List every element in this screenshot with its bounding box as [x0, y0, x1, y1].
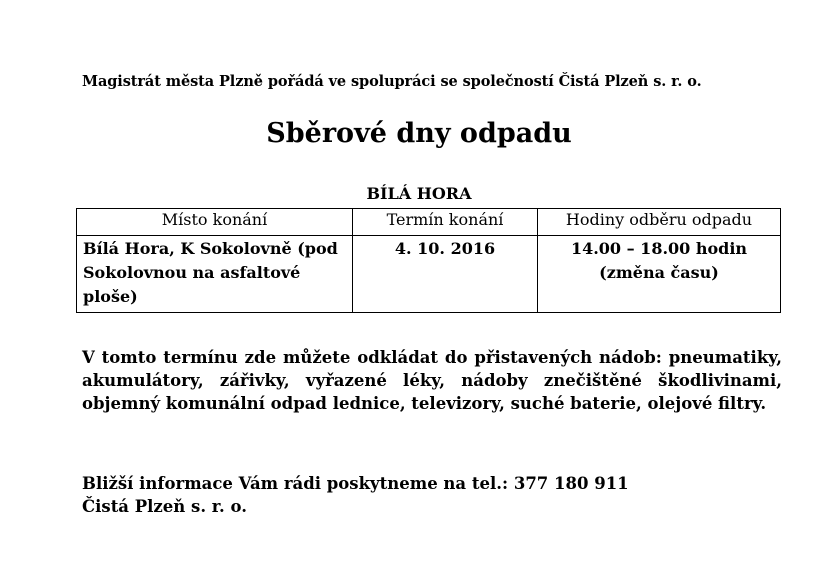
header-hours: Hodiny odběru odpadu — [538, 209, 781, 236]
page-title: Sběrové dny odpadu — [266, 118, 572, 149]
hours-range: 14.00 – 18.00 hodin — [570, 239, 748, 258]
cell-place: Bílá Hora, K Sokolovně (pod Sokolovnou na asfaltové ploše) — [77, 236, 353, 313]
accepted-waste-paragraph: V tomto termínu zde můžete odkládat do přistavených nádob: pneumatiky, akumulátory, zářivky, vyřazené léky, nádoby znečištěné škodlivinami, objemný komunální odpad lednice, televizory, suché baterie, olejové filtry. — [82, 348, 782, 413]
company-name: Čistá Plzeň s. r. o. — [82, 497, 247, 516]
location-heading: BÍLÁ HORA — [366, 184, 472, 203]
header-date: Termín konání — [353, 209, 538, 236]
cell-hours — [538, 236, 781, 313]
header-place: Místo konání — [77, 209, 353, 236]
hours-note: (změna času) — [599, 263, 719, 282]
cell-date: 4. 10. 2016 — [353, 236, 538, 313]
contact-phone-line: Bližší informace Vám rádi poskytneme na tel.: 377 180 911 — [82, 474, 629, 493]
schedule-table — [76, 208, 781, 313]
organizer-intro: Magistrát města Plzně pořádá ve spolupráci se společností Čistá Plzeň s. r. o. — [82, 73, 702, 90]
table-header-row — [77, 209, 781, 236]
table-row — [77, 236, 781, 313]
contact-block — [82, 472, 629, 518]
